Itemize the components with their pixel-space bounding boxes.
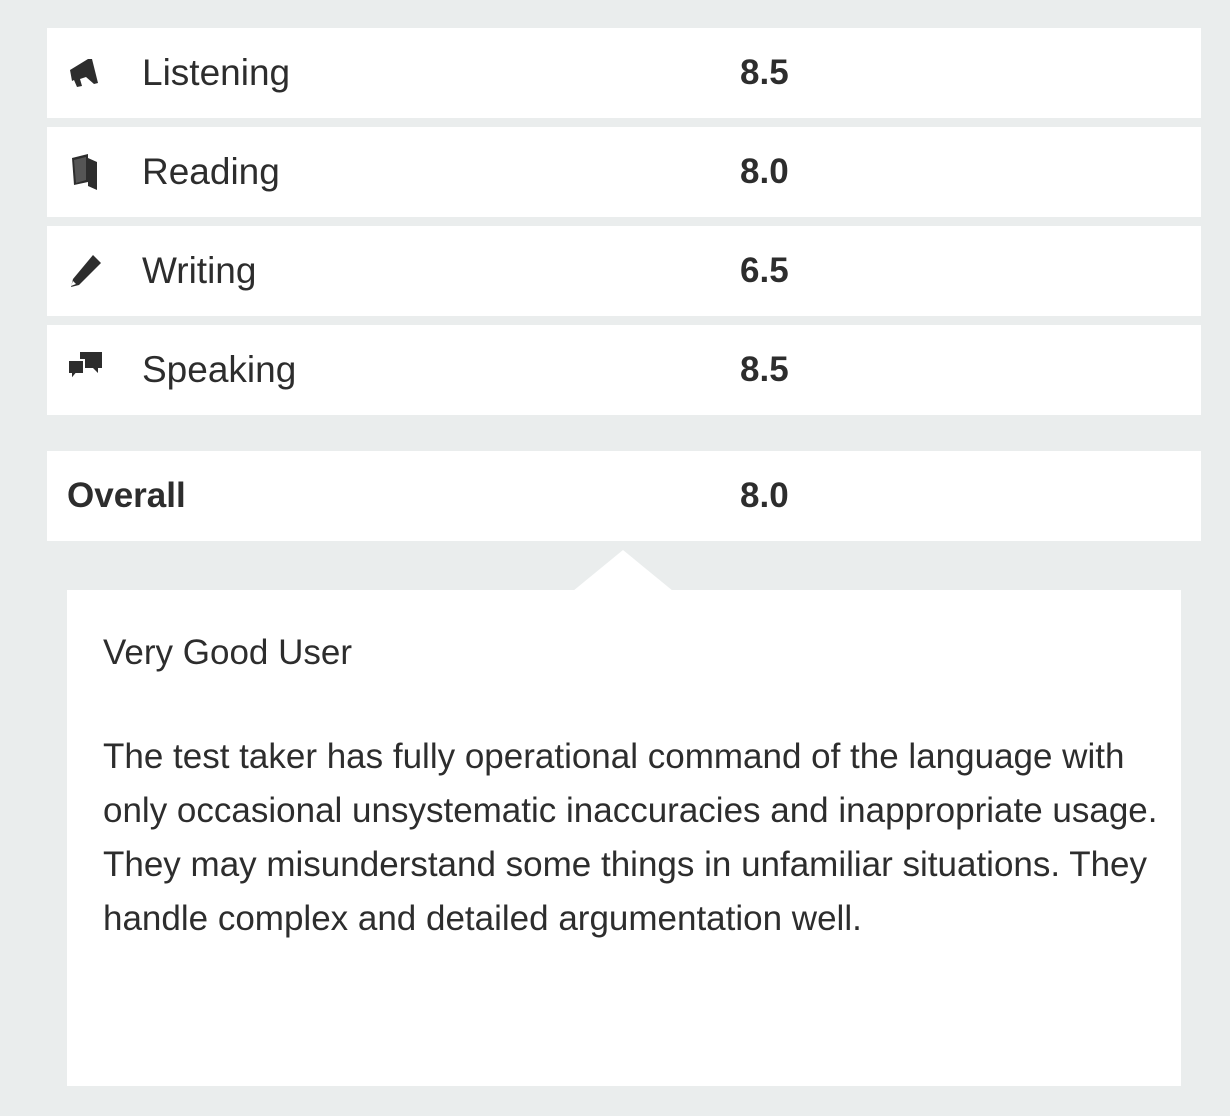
book-icon (66, 152, 106, 192)
band-description: The test taker has fully operational command of the language with only occasional unsystematic inaccuracies and inappropriate usage. They may misunderstand some things in unfamiliar situations. They handle complex and detailed argumentation well. (103, 737, 1158, 938)
score-row-listening (47, 28, 1201, 118)
band-description-panel (67, 590, 1181, 1086)
overall-score-row (47, 451, 1201, 541)
pencil-icon (66, 251, 106, 291)
skill-label: Speaking (142, 349, 297, 390)
band-title: Very Good User (103, 633, 352, 672)
overall-score: 8.0 (740, 476, 789, 515)
skill-label: Reading (142, 151, 280, 192)
speech-bubbles-icon (66, 350, 106, 390)
skill-score: 6.5 (740, 251, 789, 290)
megaphone-icon (66, 53, 106, 93)
overall-label: Overall (67, 476, 186, 515)
score-row-writing (47, 226, 1201, 316)
skill-label: Listening (142, 52, 291, 93)
skill-label: Writing (142, 250, 257, 291)
score-row-speaking (47, 325, 1201, 415)
skill-score: 8.5 (740, 53, 789, 92)
skill-score: 8.5 (740, 350, 789, 389)
skill-score: 8.0 (740, 152, 789, 191)
panel-pointer (573, 550, 673, 591)
score-row-reading (47, 127, 1201, 217)
